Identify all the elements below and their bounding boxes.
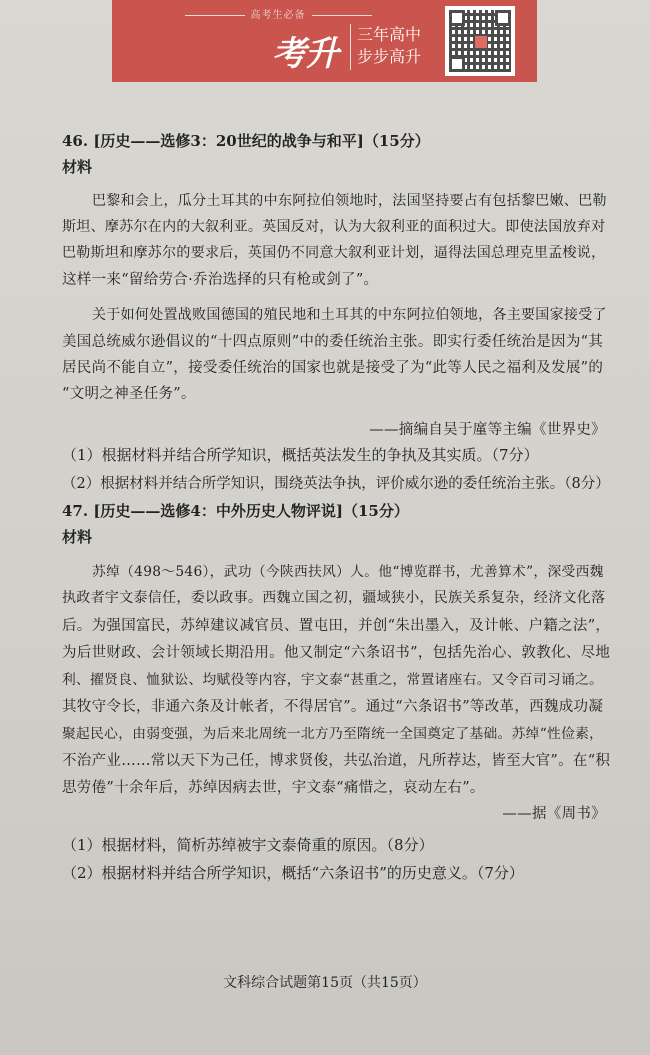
banner-slogan bbox=[350, 24, 441, 70]
banner-top-text: 高考生必备 bbox=[128, 6, 428, 20]
q46-question-2: （2）根据材料并结合所学知识，围绕英法争执，评价威尔逊的委任统治主张。（8分） bbox=[62, 476, 610, 492]
q46-material-label: 材料 bbox=[62, 158, 93, 176]
q46-para1-line: 巴黎和会上，瓜分土耳其的中东阿拉伯领地时，法国坚持要占有包括黎巴嫩、巴勒 bbox=[92, 193, 607, 209]
q47-para-line: 思劳倦”十余年后，苏绰因病去世，宇文泰“痛惜之，哀动左右”。 bbox=[62, 780, 485, 796]
q46-source: ——摘编自吴于廑等主编《世界史》 bbox=[369, 422, 606, 438]
q47-material-label: 材料 bbox=[62, 528, 93, 546]
q47-question-1: （1）根据材料，简析苏绰被宇文泰倚重的原因。（8分） bbox=[62, 836, 434, 854]
q46-para2-line: 关于如何处置战败国德国的殖民地和土耳其的中东阿拉伯领地，各主要国家接受了 bbox=[92, 307, 607, 323]
q46-para2-line: 美国总统威尔逊倡议的“十四点原则”中的委任统治主张。即实行委任统治是因为“其 bbox=[62, 334, 604, 350]
qr-finder-tr bbox=[495, 10, 511, 26]
q46-para2-line: “文明之神圣任务”。 bbox=[62, 386, 196, 402]
q46-question-1: （1）根据材料并结合所学知识，概括英法发生的争执及其实质。（7分） bbox=[62, 446, 539, 464]
q46-para2-line: 居民尚不能自立”，接受委任统治的国家也就是接受了为“此等人民之福利及发展”的 bbox=[62, 360, 604, 376]
qr-center-logo bbox=[475, 36, 487, 48]
q47-para-line: 为后世财政、会计领域长期沿用。他又制定“六条诏书”，包括先治心、敦教化、尽地 bbox=[62, 645, 611, 661]
q46-para1-line: 斯坦、摩苏尔在内的大叙利亚。英国反对，认为大叙利亚的面积过大。即使法国放弃对 bbox=[62, 219, 606, 235]
q47-question-2: （2）根据材料并结合所学知识，概括“六条诏书”的历史意义。（7分） bbox=[62, 864, 524, 882]
slogan-line-1: 三年高中 bbox=[357, 25, 422, 44]
q46-heading: 46. [历史——选修3：20世纪的战争与和平]（15分） bbox=[62, 132, 430, 150]
q47-para-line: 其牧守令长，非通六条及计帐者，不得居官”。通过“六条诏书”等改革，西魏成功凝 bbox=[62, 699, 604, 715]
slogan-line-2: 步步高升 bbox=[357, 47, 422, 66]
q47-para-line: 后。为强国富民，苏绰建议减官员、置屯田，并创“朱出墨入，及计帐、户籍之法”， bbox=[62, 618, 611, 634]
page-footer: 文科综合试题第15页（共15页） bbox=[223, 975, 427, 991]
q47-para-line: 不治产业……常以天下为己任，博求贤俊，共弘治道，凡所荐达，皆至大官”。在“积 bbox=[62, 753, 611, 769]
q46-para1-line: 巴勒斯坦和摩苏尔的要求后，英国仍不同意大叙利亚计划，逼得法国总理克里孟梭说， bbox=[62, 245, 606, 261]
q46-para1-line: 这样一来“留给劳合·乔治选择的只有枪或剑了”。 bbox=[62, 272, 379, 288]
q47-source: ——据《周书》 bbox=[502, 806, 606, 822]
q47-para-line: 苏绰（498～546），武功（今陕西扶风）人。他“博览群书，尤善算术”，深受西魏 bbox=[92, 564, 604, 580]
qr-pattern bbox=[449, 10, 511, 72]
banner-logo: 考升 bbox=[272, 34, 338, 74]
q47-heading: 47. [历史——选修4：中外历史人物评说]（15分） bbox=[62, 502, 409, 520]
q47-para-line: 利、擢贤良、恤狱讼、均赋役等内容，宇文泰“甚重之，常置诸座右。又令百司习诵之。 bbox=[62, 672, 604, 688]
qr-code bbox=[445, 6, 515, 76]
q47-para-line: 聚起民心，由弱变强，为后来北周统一北方乃至隋统一全国奠定了基础。苏绰“性俭素， bbox=[62, 726, 604, 742]
q47-para-line: 执政者宇文泰信任，委以政事。西魏立国之初，疆域狭小，民族关系复杂，经济文化落 bbox=[62, 590, 606, 606]
qr-finder-tl bbox=[449, 10, 465, 26]
qr-finder-bl bbox=[449, 56, 465, 72]
promo-banner bbox=[112, 0, 537, 82]
